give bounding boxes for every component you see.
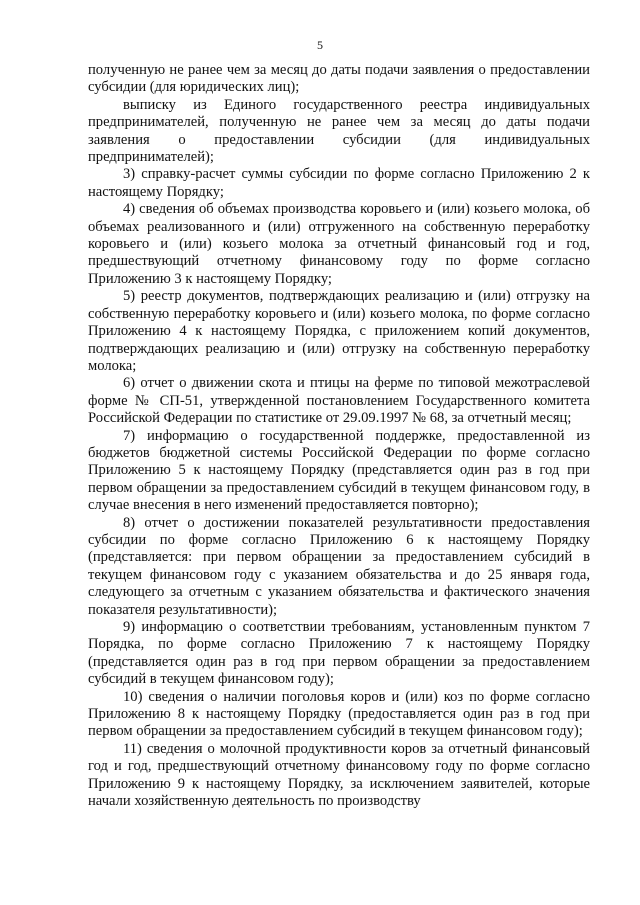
- paragraph-item-3: 3) справку-расчет суммы субсидии по форме согласно Приложению 2 к настоящему Порядку;: [88, 166, 590, 200]
- paragraph-egrip-extract: выписку из Единого государственного реестра индивидуальных предпринимателей, полученную не ранее чем за месяц до даты подачи заявления о предоставлении субсидии (для индивидуальных предпринимателей);: [88, 96, 590, 166]
- document-body: [88, 62, 590, 810]
- paragraph-item-6: 6) отчет о движении скота и птицы на ферме по типовой межотраслевой форме № СП-51, утвержденной постановлением Государственного комитета Российской Федерации по статистике от 29.09.1997 № 68, за отчетный месяц;: [88, 375, 590, 427]
- paragraph-item-9: 9) информацию о соответствии требованиям, установленным пунктом 7 Порядка, по форме согласно Приложению 7 к настоящему Порядку (представляется один раз в год при первом обращении за предоставлением субсидий в текущем финансовом году);: [88, 619, 590, 688]
- paragraph-item-4: 4) сведения об объемах производства коровьего и (или) козьего молока, об объемах реализованного и (или) отгруженного на собственную переработку коровьего и (или) козьего молока за отчетный финансовый год и год, предшествующий отчетному финансовому году по форме согласно Приложению 3 к настоящему Порядку;: [88, 201, 590, 287]
- paragraph-item-8: 8) отчет о достижении показателей результативности предоставления субсидии по форме согласно Приложению 6 к настоящему Порядку (представляется: при первом обращении за предоставлением субсидий в текущем финансовом году с указанием обязательства и до 25 января года, следующего за отчетным с указанием обязательства и фактического значения показателя результативности);: [88, 514, 590, 618]
- paragraph-item-7: 7) информацию о государственной поддержке, предоставленной из бюджетов бюджетной системы Российской Федерации по форме согласно Приложению 5 к настоящему Порядку (представляется один раз в год при первом обращении за предоставлением субсидий в текущем финансовом году, в случае внесения в него изменений предоставляется повторно);: [88, 427, 590, 514]
- paragraph-continuation: полученную не ранее чем за месяц до даты подачи заявления о предоставлении субсидии (для юридических лиц);: [88, 62, 590, 96]
- paragraph-item-5: 5) реестр документов, подтверждающих реализацию и (или) отгрузку на собственную переработку коровьего и (или) козьего молока, по форме согласно Приложению 4 к настоящему Порядка, с приложением копий документов, подтверждающих реализацию и (или) отгрузку на собственную переработку молока;: [88, 288, 590, 374]
- paragraph-item-10: 10) сведения о наличии поголовья коров и (или) коз по форме согласно Приложению 8 к настоящему Порядку (предоставляется один раз в год при первом обращении за предоставлением субсидий в текущем финансовом году);: [88, 688, 590, 740]
- paragraph-item-11: 11) сведения о молочной продуктивности коров за отчетный финансовый год и год, предшествующий отчетному финансовому году по форме согласно Приложению 9 к настоящему Порядку, за исключением заявителей, которые начали хозяйственную деятельность по производству: [88, 740, 590, 810]
- page-number: 5: [317, 38, 323, 52]
